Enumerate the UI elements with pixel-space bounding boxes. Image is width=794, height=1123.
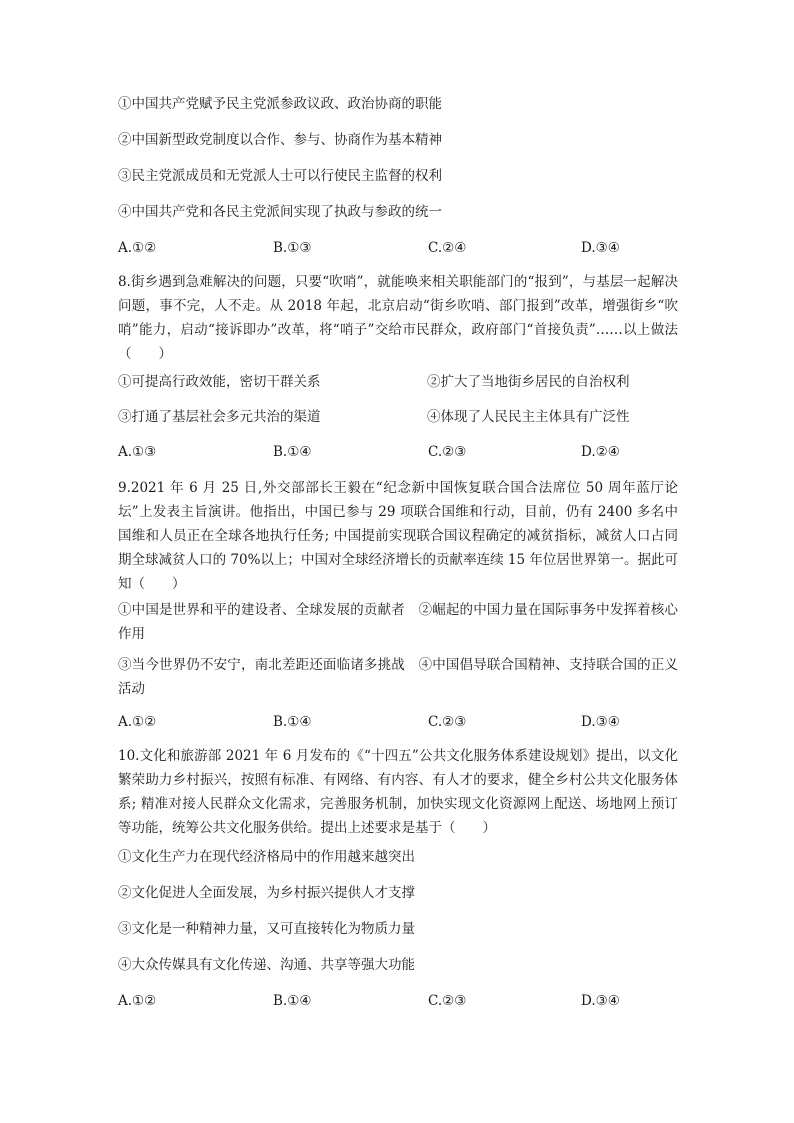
q7-answer-b: B.①③	[273, 240, 312, 256]
q9-option-line-2: ③当今世界仍不安宁，南北差距还面临诸多挑战 ④中国倡导联合国精神、支持联合国的正义活动	[118, 657, 678, 697]
q8-option-1: ①可提高行政效能，密切干群关系	[118, 374, 321, 390]
q8-option-3: ③打通了基层社会多元共治的渠道	[118, 409, 321, 425]
q9-answer-a: A.①②	[118, 714, 157, 730]
q7-answer-d: D.③④	[581, 240, 620, 256]
q9-answer-choices	[118, 710, 678, 734]
q7-option-2: ②中国新型政党制度以合作、参与、协商作为基本精神	[118, 132, 442, 148]
q7-option-3: ③民主党派成员和无党派人士可以行使民主监督的权利	[118, 168, 442, 184]
q8-answer-d: D.②④	[581, 444, 620, 460]
q7-option-4: ④中国共产党和各民主党派间实现了执政与参政的统一	[118, 204, 442, 220]
q8-answer-c: C.②③	[428, 444, 467, 460]
q10-option-1: ①文化生产力在现代经济格局中的作用越来越突出	[118, 849, 415, 865]
q8-option-4: ④体现了人民民主主体具有广泛性	[427, 409, 630, 425]
q10-answer-d: D.③④	[581, 993, 620, 1009]
q9-answer-c: C.②③	[428, 714, 467, 730]
q7-answer-a: A.①②	[118, 240, 157, 256]
q10-option-4: ④大众传媒具有文化传递、沟通、共享等强大功能	[118, 957, 415, 973]
q9-stem: 9.2021 年 6 月 25 日,外交部部长王毅在“纪念新中国恢复联合国合法席位 50 周年蓝厅论坛”上发表主旨演讲。他指出，中国已参与 29 项联合国维和行动，目前，仍有 2400 多名中国维和人员正在全球各地执行任务; 中国提前实现联合国议程确定的减贫指标，减贫人口占同期全球减贫人口的 70%以上；中国对全球经济增长的贡献率连续 15 年位居世界第一。据此可知（ ）	[118, 480, 678, 592]
q8-answer-a: A.①③	[118, 444, 157, 460]
q10-option-3: ③文化是一种精神力量，又可直接转化为物质力量	[118, 921, 415, 937]
q10-option-2: ②文化促进人全面发展，为乡村振兴提供人才支撑	[118, 885, 415, 901]
q7-option-1: ①中国共产党赋予民主党派参政议政、政治协商的职能	[118, 96, 442, 112]
q10-answer-a: A.①②	[118, 993, 157, 1009]
q10-stem: 10.文化和旅游部 2021 年 6 月发布的《“十四五”公共文化服务体系建设规划》提出，以文化繁荣助力乡村振兴，按照有标准、有网络、有内容、有人才的要求，健全乡村公共文化服务体系; 精准对接人民群众文化需求，完善服务机制，加快实现文化资源网上配送、场地网上预订等功能，统筹公共文化服务供给。提出上述要求是基于（ ）	[118, 748, 678, 836]
q8-option-2: ②扩大了当地街乡居民的自治权利	[427, 374, 630, 390]
q9-answer-b: B.①④	[273, 714, 312, 730]
q8-answer-b: B.①④	[273, 444, 312, 460]
q9-option-line-1: ①中国是世界和平的建设者、全球发展的贡献者 ②崛起的中国力量在国际事务中发挥着核心作用	[118, 602, 678, 642]
q7-answer-choices	[118, 236, 678, 260]
q10-answer-c: C.②③	[428, 993, 467, 1009]
q8-answer-choices	[118, 440, 678, 464]
q9-answer-d: D.③④	[581, 714, 620, 730]
q7-answer-c: C.②④	[428, 240, 467, 256]
q10-answer-b: B.①④	[273, 993, 312, 1009]
q8-stem: 8.街乡遇到急难解决的问题，只要“吹哨”，就能唤来相关职能部门的“报到”，与基层一起解决问题，事不完，人不走。从 2018 年起，北京启动“街乡吹哨、部门报到”改革，增强街乡“吹哨”能力，启动“接诉即办”改革，将“哨子”交给市民群众，政府部门“首接负责”……以上做法（ ）	[118, 274, 678, 362]
q10-answer-choices	[118, 989, 678, 1013]
